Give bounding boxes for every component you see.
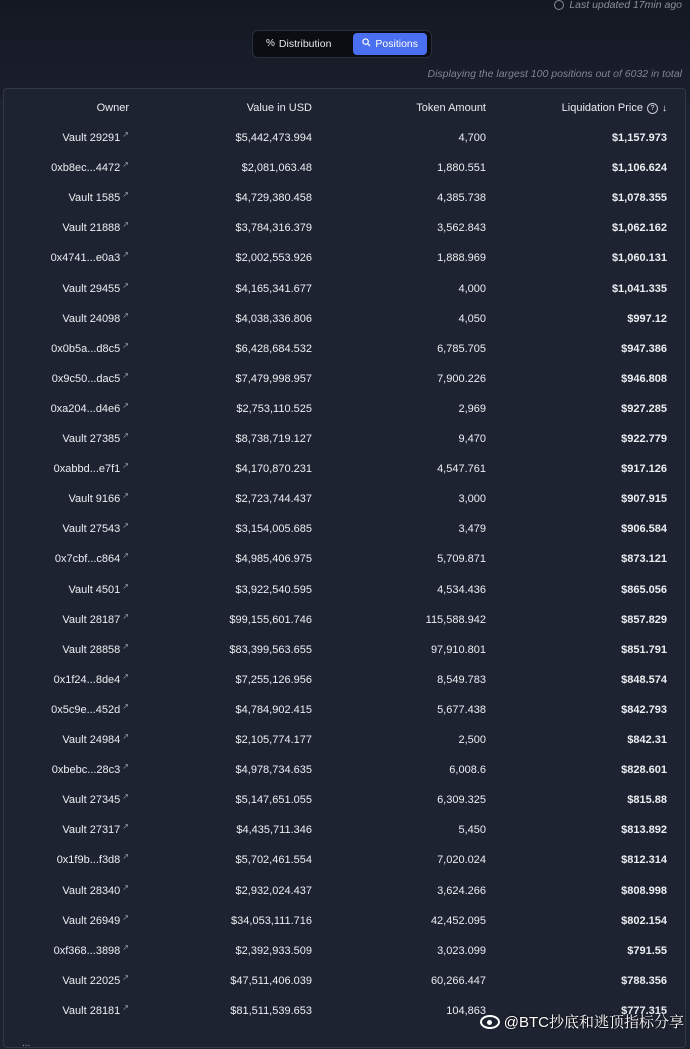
- table-row: [4, 364, 685, 394]
- owner-link[interactable]: Vault 27317: [62, 824, 121, 837]
- value-cell: $4,985,406.975: [235, 553, 312, 566]
- owner-cell[interactable]: [62, 635, 129, 665]
- owner-link[interactable]: Vault 27385: [62, 433, 121, 445]
- token-amount-cell: 3,023.099: [437, 944, 486, 957]
- token-amount-cell: 104,863: [446, 1004, 486, 1017]
- liquidation-price-cell: $1,078.355: [611, 192, 667, 205]
- owner-cell[interactable]: [62, 815, 129, 845]
- weibo-logo-icon: [480, 1015, 500, 1029]
- owner-link[interactable]: Vault 1585: [68, 192, 121, 205]
- owner-cell[interactable]: [62, 906, 129, 936]
- token-amount-cell: 3,479: [458, 523, 486, 536]
- owner-cell[interactable]: [62, 876, 129, 906]
- owner-link[interactable]: Vault 28181: [62, 1004, 121, 1017]
- value-cell: $2,392,933.509: [235, 944, 312, 957]
- token-amount-cell: 4,050: [458, 312, 486, 325]
- external-link-icon[interactable]: ↗: [122, 701, 129, 711]
- header-owner[interactable]: Owner: [96, 102, 129, 114]
- owner-cell[interactable]: [52, 755, 129, 785]
- table-row: [4, 665, 685, 695]
- value-cell: $2,081,063.48: [241, 162, 312, 175]
- external-link-icon[interactable]: ↗: [122, 400, 129, 410]
- external-link-icon[interactable]: ↗: [122, 942, 129, 952]
- owner-cell[interactable]: [69, 484, 130, 514]
- liquidation-price-cell: $788.356: [621, 974, 667, 987]
- token-amount-cell: 1,880.551: [437, 162, 486, 175]
- value-cell: $3,154,005.685: [235, 523, 312, 536]
- external-link-icon[interactable]: ↗: [122, 340, 129, 350]
- table-row: [4, 936, 685, 966]
- percent-icon: %: [266, 38, 275, 49]
- owner-cell[interactable]: [62, 304, 129, 334]
- owner-cell[interactable]: [62, 514, 129, 544]
- value-cell: $4,435,711.346: [236, 824, 312, 837]
- value-cell: $4,038,336.806: [235, 312, 312, 325]
- external-link-icon[interactable]: ↗: [122, 370, 129, 380]
- table-row: [4, 304, 685, 334]
- owner-link[interactable]: 0x5c9e...452d: [51, 703, 121, 716]
- liquidation-price-cell: $808.998: [621, 884, 667, 897]
- liquidation-price-cell: $907.915: [621, 493, 667, 506]
- owner-link[interactable]: Vault 24098: [62, 312, 121, 325]
- external-link-icon[interactable]: ↗: [122, 491, 129, 501]
- table-row: [4, 334, 685, 364]
- external-link-icon[interactable]: ↗: [122, 280, 129, 290]
- liquidation-price-cell: $947.386: [621, 342, 667, 355]
- owner-link[interactable]: 0x7cbf...c864: [54, 553, 121, 566]
- token-amount-cell: 3,000: [458, 493, 486, 506]
- value-cell: $5,702,461.554: [235, 854, 312, 867]
- token-amount-cell: 115,588.942: [425, 613, 486, 626]
- owner-link[interactable]: Vault 28858: [62, 643, 121, 656]
- table-row: [4, 785, 685, 815]
- token-amount-cell: 5,450: [458, 824, 486, 837]
- value-cell: $7,479,998.957: [235, 372, 312, 385]
- table-row: [4, 274, 685, 304]
- table-row: [4, 966, 685, 996]
- owner-link[interactable]: 0xf368...3898: [53, 944, 121, 957]
- owner-cell[interactable]: [69, 575, 130, 605]
- liquidation-price-cell: $1,060.131: [611, 252, 667, 265]
- owner-link[interactable]: Vault 27345: [62, 794, 121, 807]
- liquidation-price-cell: $927.285: [621, 402, 667, 415]
- table-row: [4, 845, 685, 875]
- token-amount-cell: 4,700: [458, 132, 486, 144]
- table-row: [4, 635, 685, 665]
- owner-link[interactable]: Vault 28340: [62, 884, 121, 897]
- owner-cell[interactable]: [62, 424, 129, 454]
- owner-cell[interactable]: [62, 996, 129, 1026]
- liquidation-price-cell: $848.574: [621, 673, 667, 686]
- external-link-icon[interactable]: ↗: [122, 852, 129, 862]
- table-row: [4, 544, 685, 574]
- liquidation-price-cell: $857.829: [621, 613, 667, 626]
- table-row: [4, 484, 685, 514]
- token-amount-cell: 2,969: [458, 402, 486, 415]
- table-row: [4, 183, 685, 213]
- owner-link[interactable]: 0xabbd...e7f1: [53, 463, 121, 476]
- token-amount-cell: 3,562.843: [437, 222, 486, 235]
- liquidation-price-cell: $922.779: [621, 433, 667, 445]
- owner-cell[interactable]: [54, 665, 129, 695]
- owner-link[interactable]: Vault 4501: [68, 583, 121, 596]
- value-cell: $2,105,774.177: [235, 734, 312, 746]
- header-value[interactable]: Value in USD: [246, 102, 312, 114]
- external-link-icon[interactable]: ↗: [122, 882, 129, 892]
- owner-cell[interactable]: [62, 123, 129, 153]
- watermark-text: @BTC抄底和逃顶指标分享: [503, 1014, 684, 1031]
- owner-link[interactable]: Vault 28187: [62, 613, 121, 626]
- external-link-icon[interactable]: ↗: [122, 1002, 129, 1012]
- token-amount-cell: 1,888.969: [437, 252, 486, 265]
- liquidation-price-cell: $1,106.624: [611, 162, 667, 175]
- token-amount-cell: 7,020.024: [437, 854, 486, 867]
- owner-link[interactable]: Vault 9166: [68, 493, 121, 506]
- token-amount-cell: 42,452.095: [430, 914, 486, 927]
- table-row: [4, 906, 685, 936]
- table-row: [4, 123, 685, 153]
- owner-cell[interactable]: [62, 785, 129, 815]
- liquidation-price-cell: $917.126: [621, 463, 667, 476]
- value-cell: $5,147,651.055: [235, 794, 312, 807]
- value-cell: $3,922,540.595: [235, 583, 312, 596]
- token-amount-cell: 5,677.438: [437, 703, 486, 716]
- table-row: [4, 605, 685, 635]
- external-link-icon[interactable]: ↗: [122, 130, 129, 139]
- owner-link[interactable]: Vault 21888: [62, 222, 121, 235]
- external-link-icon[interactable]: ↗: [122, 250, 129, 260]
- value-cell: $4,170,870.231: [235, 463, 312, 476]
- positions-table: [3, 88, 686, 1048]
- owner-cell[interactable]: [54, 454, 129, 484]
- liquidation-price-cell: $828.601: [621, 764, 667, 777]
- table-row: [4, 695, 685, 725]
- table-row: [4, 394, 685, 424]
- table-row: [4, 213, 685, 243]
- owner-cell[interactable]: [51, 153, 129, 183]
- owner-cell[interactable]: [54, 936, 129, 966]
- liquidation-price-cell: $842.31: [627, 734, 667, 746]
- value-cell: $83,399,563.655: [229, 643, 312, 656]
- tab-distribution[interactable]: [257, 33, 340, 55]
- liquidation-price-cell: $777.315: [621, 1004, 667, 1017]
- owner-link[interactable]: Vault 27543: [62, 523, 121, 536]
- liquidation-price-cell: $813.892: [621, 824, 667, 837]
- table-row: [4, 153, 685, 183]
- view-tabs: [252, 30, 432, 58]
- table-row: [4, 725, 685, 755]
- value-cell: $99,155,601.746: [229, 613, 312, 626]
- external-link-icon[interactable]: ↗: [122, 461, 129, 471]
- liquidation-price-cell: $865.056: [621, 583, 667, 596]
- table-row: [4, 454, 685, 484]
- value-cell: $2,753,110.525: [236, 402, 312, 415]
- owner-link[interactable]: 0x1f24...8de4: [53, 673, 121, 686]
- external-link-icon[interactable]: ↗: [122, 551, 129, 561]
- external-link-icon[interactable]: ↗: [122, 431, 129, 440]
- owner-link[interactable]: 0x9c50...dac5: [51, 372, 121, 385]
- external-link-icon[interactable]: ↗: [122, 822, 129, 832]
- table-row: [4, 575, 685, 605]
- owner-link[interactable]: Vault 26949: [62, 914, 121, 927]
- tab-positions[interactable]: [353, 33, 427, 55]
- owner-cell[interactable]: [62, 966, 129, 996]
- search-icon: [362, 38, 371, 50]
- value-cell: $5,442,473.994: [235, 132, 312, 144]
- owner-link[interactable]: 0x4741...e0a3: [50, 252, 121, 265]
- value-cell: $4,729,380.458: [235, 192, 312, 205]
- token-amount-cell: 4,385.738: [437, 192, 486, 205]
- table-header: [4, 93, 685, 123]
- liquidation-price-cell: $946.808: [621, 372, 667, 385]
- liquidation-price-cell: $815.88: [627, 794, 667, 807]
- token-amount-cell: 8,549.783: [437, 673, 486, 686]
- value-cell: $6,428,684.532: [235, 342, 312, 355]
- owner-cell[interactable]: [51, 334, 129, 364]
- value-cell: $3,784,316.379: [235, 222, 312, 235]
- value-cell: $34,053,111.716: [231, 914, 312, 927]
- table-row: [4, 514, 685, 544]
- external-link-icon[interactable]: ↗: [122, 611, 129, 621]
- value-cell: $2,932,024.437: [235, 884, 312, 897]
- table-row: [4, 755, 685, 785]
- liquidation-price-cell: $997.12: [627, 312, 667, 325]
- owner-cell[interactable]: [51, 243, 129, 273]
- ellipsis: ...: [22, 1038, 31, 1049]
- external-link-icon[interactable]: ↗: [122, 521, 129, 531]
- token-amount-cell: 4,000: [458, 282, 486, 295]
- owner-cell[interactable]: [51, 695, 129, 725]
- owner-cell[interactable]: [55, 544, 129, 574]
- token-amount-cell: 6,008.6: [449, 764, 486, 777]
- header-liquidation-label: Liquidation Price: [561, 102, 643, 114]
- table-row: [4, 243, 685, 273]
- value-cell: $4,978,734.635: [235, 764, 312, 777]
- token-amount-cell: 7,900.226: [437, 372, 486, 385]
- external-link-icon[interactable]: ↗: [122, 160, 129, 170]
- owner-link[interactable]: Vault 22025: [62, 974, 121, 987]
- token-amount-cell: 6,785.705: [437, 342, 486, 355]
- header-liquidation-price[interactable]: [562, 93, 667, 123]
- token-amount-cell: 4,534.436: [437, 583, 486, 596]
- value-cell: $81,511,539.653: [230, 1004, 312, 1017]
- owner-cell[interactable]: [62, 213, 129, 243]
- external-link-icon[interactable]: ↗: [122, 190, 129, 200]
- external-link-icon[interactable]: ↗: [122, 641, 129, 651]
- owner-cell[interactable]: [51, 394, 129, 424]
- last-updated-text: Last updated 17min ago: [569, 0, 682, 11]
- external-link-icon[interactable]: ↗: [122, 972, 129, 982]
- table-row: [4, 876, 685, 906]
- table-row: [4, 815, 685, 845]
- value-cell: $7,255,126.956: [235, 673, 312, 686]
- external-link-icon[interactable]: ↗: [122, 310, 129, 320]
- token-amount-cell: 5,709.871: [437, 553, 486, 566]
- value-cell: $2,002,553.926: [235, 252, 312, 265]
- token-amount-cell: 60,266.447: [430, 974, 486, 987]
- liquidation-price-cell: $791.55: [627, 944, 667, 957]
- watermark: [480, 1011, 684, 1032]
- liquidation-price-cell: $812.314: [621, 854, 667, 867]
- owner-link[interactable]: 0xbebc...28c3: [51, 764, 121, 777]
- table-row: [4, 424, 685, 454]
- help-icon[interactable]: ?: [647, 103, 658, 114]
- owner-cell[interactable]: [57, 845, 129, 875]
- owner-link[interactable]: Vault 29455: [62, 282, 121, 295]
- clock-icon: [554, 0, 564, 10]
- owner-link[interactable]: 0x0b5a...d8c5: [51, 342, 121, 355]
- liquidation-price-cell: $1,041.335: [611, 282, 667, 295]
- external-link-icon[interactable]: ↗: [122, 671, 129, 681]
- value-cell: $4,165,341.677: [235, 282, 312, 295]
- value-cell: $4,784,902.415: [235, 703, 312, 716]
- liquidation-price-cell: $842.793: [621, 703, 667, 716]
- token-amount-cell: 9,470: [458, 433, 486, 445]
- token-amount-cell: 4,547.761: [437, 463, 486, 476]
- tab-distribution-label: Distribution: [278, 38, 332, 50]
- liquidation-price-cell: $802.154: [621, 914, 667, 927]
- token-amount-cell: 6,309.325: [437, 794, 486, 807]
- liquidation-price-cell: $1,157.973: [611, 132, 667, 144]
- external-link-icon[interactable]: ↗: [122, 792, 129, 802]
- sort-down-icon[interactable]: ↓: [662, 103, 667, 114]
- owner-cell[interactable]: [62, 274, 129, 304]
- liquidation-price-cell: $851.791: [621, 643, 667, 656]
- tab-positions-label: Positions: [375, 38, 418, 50]
- value-cell: $8,738,719.127: [235, 433, 312, 445]
- token-amount-cell: 2,500: [458, 734, 486, 746]
- external-link-icon[interactable]: ↗: [122, 912, 129, 922]
- header-token[interactable]: Token Amount: [416, 102, 486, 114]
- owner-link[interactable]: 0xb8ec...4472: [51, 162, 121, 175]
- external-link-icon[interactable]: ↗: [122, 581, 129, 591]
- liquidation-price-cell: $873.121: [621, 553, 667, 566]
- liquidation-price-cell: $1,062.162: [611, 222, 667, 235]
- token-amount-cell: 3,624.266: [437, 884, 486, 897]
- external-link-icon[interactable]: ↗: [122, 220, 129, 230]
- value-cell: $47,511,406.039: [230, 974, 312, 987]
- owner-cell[interactable]: [62, 725, 129, 755]
- owner-link[interactable]: Vault 29291: [62, 132, 121, 144]
- token-amount-cell: 97,910.801: [430, 643, 486, 656]
- owner-cell[interactable]: [69, 183, 130, 213]
- owner-link[interactable]: 0x1f9b...f3d8: [56, 854, 121, 867]
- owner-link[interactable]: 0xa204...d4e6: [50, 402, 121, 415]
- owner-link[interactable]: Vault 24984: [62, 734, 121, 746]
- external-link-icon[interactable]: ↗: [122, 762, 129, 772]
- external-link-icon[interactable]: ↗: [122, 732, 129, 741]
- owner-cell[interactable]: [52, 364, 129, 394]
- positions-summary: Displaying the largest 100 positions out of 6032 in total: [427, 68, 682, 80]
- owner-cell[interactable]: [62, 605, 129, 635]
- last-updated: [554, 0, 682, 11]
- liquidation-price-cell: $906.584: [621, 523, 667, 536]
- value-cell: $2,723,744.437: [235, 493, 312, 506]
